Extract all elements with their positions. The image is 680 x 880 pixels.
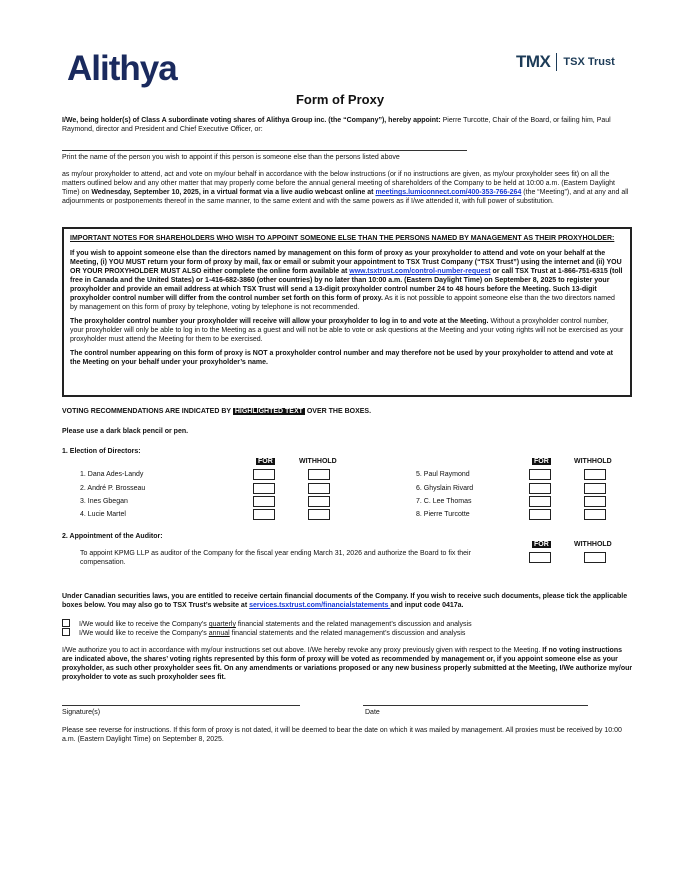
election-title: 1. Election of Directors:: [62, 448, 141, 455]
annual-option: [62, 628, 465, 638]
for-label: FOR: [258, 458, 273, 465]
logo-separator: [556, 53, 557, 71]
quarterly-text-underlined: quarterly: [208, 621, 236, 628]
annual-text-a: I/We would like to receive the Company’s: [79, 630, 209, 637]
withhold-checkbox-director-5[interactable]: [584, 469, 606, 480]
for-checkbox-director-4[interactable]: [253, 509, 275, 520]
date-field[interactable]: [363, 705, 588, 706]
auditor-title: 2. Appointment of the Auditor:: [62, 533, 163, 540]
annual-text-underlined: annual: [208, 630, 230, 637]
director-name: 3. Ines Gbegan: [80, 498, 128, 505]
control-number-request-link[interactable]: www.tsxtrust.com/control-number-request: [349, 268, 491, 275]
tmx-logo-word: TMX: [516, 52, 551, 71]
withhold-header-left: WITHHOLD: [299, 458, 337, 465]
for-header-right: [532, 458, 551, 465]
signature-field[interactable]: [62, 705, 300, 706]
withhold-checkbox-director-2[interactable]: [308, 483, 330, 494]
notice-paragraph-2: [70, 317, 624, 344]
highlighted-text-sample: HIGHLIGHTED TEXT: [234, 408, 303, 415]
financials-intro-bold: Under Canadian securities laws, you are entitled to receive certain financial documents of the Company. If you wish to receive such documents, please tick the applicable boxes below. You may also go to TSX Trust’s website at: [62, 593, 628, 609]
notice-p1-bold-a: If you wish to appoint someone else than the directors named by management on this form of proxy as your proxyholder to attend and vote on your behalf at the Meeting, (i) YOU MUST return your form of proxy by mail, fax or email or submit your appointment to TSX Trust Company (“TSX Trust”) using the internet and (ii) YOU OR YOUR PROXYHOLDER MUST ALSO either complete the online form available at: [70, 250, 622, 275]
for-label: FOR: [534, 541, 549, 548]
director-name: 7. C. Lee Thomas: [416, 498, 472, 505]
notice-p1-rest: As it is not possible to appoint someone else than the two directors named by management on this form of proxy by telephone, voting by telephone is not recommended.: [70, 295, 615, 311]
withhold-checkbox-auditor[interactable]: [584, 552, 606, 563]
meeting-webcast-link[interactable]: meetings.lumiconnect.com/400-353-766-264: [375, 189, 522, 196]
for-checkbox-director-2[interactable]: [253, 483, 275, 494]
annual-checkbox[interactable]: [62, 628, 70, 636]
authorization-paragraph: [62, 646, 634, 682]
withhold-checkbox-director-6[interactable]: [584, 483, 606, 494]
footer-instructions: Please see reverse for instructions. If this form of proxy is not dated, it will be deemed to bear the date on which it was mailed by management. All proxies must be received by 10:00 a.m. (Eastern Daylight Time) on September 8, 2025.: [62, 727, 622, 743]
withhold-checkbox-director-1[interactable]: [308, 469, 330, 480]
quarterly-text-b: financial statements and the related management’s discussion and analysis: [235, 621, 472, 628]
withhold-checkbox-director-8[interactable]: [584, 509, 606, 520]
notice-heading: IMPORTANT NOTES FOR SHAREHOLDERS WHO WISH TO APPOINT SOMEONE ELSE THAN THE PERSONS NAMED BY MANAGEMENT AS THEIR PROXYHOLDER:: [70, 235, 615, 242]
financial-statements-link[interactable]: services.tsxtrust.com/financialstatements: [249, 602, 391, 609]
for-checkbox-director-7[interactable]: [529, 496, 551, 507]
for-checkbox-director-8[interactable]: [529, 509, 551, 520]
voting-rec-b: OVER THE BOXES.: [304, 408, 372, 415]
auditor-resolution: To appoint KPMG LLP as auditor of the Company for the fiscal year ending March 31, 2026 and authorize the Board to fix their compensation.: [80, 550, 471, 566]
appointment-body-1: as my/our proxyholder to attend, act and vote on my/our behalf in accordance with the below instructions (or if no instructions are given, as my/our proxyholder sees fit) on all the matters outlined below and any other matter that may properly come before the annual general meeting of shareholders of the Company to be held at 10:00 a.m. (Eastern Daylight Time) on: [62, 171, 615, 196]
authorization-text-bold: If no voting instructions are indicated above, the shares’ voting rights represented by this form of proxy will be voted as recommended by management or, if you appoint someone else as your proxyholder, as such other proxyholder sees fit. On any amendments or variations proposed or any new business properly submitted at the Meeting, I/We authorize my/our proxyholder to vote as such proxyholder sees fit.: [62, 647, 633, 681]
proxyholder-name-field[interactable]: [62, 150, 467, 151]
for-checkbox-director-1[interactable]: [253, 469, 275, 480]
date-label: Date: [365, 709, 380, 716]
withhold-checkbox-director-4[interactable]: [308, 509, 330, 520]
notice-p2-bold: The proxyholder control number your proxyholder will receive will allow your proxyholder to log in to and vote at the Meeting.: [70, 318, 489, 325]
page-title: Form of Proxy: [295, 92, 385, 107]
authorization-text: I/We authorize you to act in accordance with my/our instructions set out above. I/We hereby revoke any proxy previously given with respect to the Meeting.: [62, 647, 543, 654]
withhold-checkbox-director-7[interactable]: [584, 496, 606, 507]
tsx-trust-text: TSX Trust: [563, 56, 615, 68]
annual-text-b: financial statements and the related management’s discussion and analysis: [229, 630, 466, 637]
for-header-auditor: [532, 541, 551, 548]
financials-intro-end: and input code 0417a.: [390, 602, 464, 609]
meeting-date: Wednesday, September 10, 2025, in a virtual format via a live audio webcast online at: [91, 189, 376, 196]
for-checkbox-director-6[interactable]: [529, 483, 551, 494]
voting-recommendations: [62, 407, 371, 416]
appointment-intro-rest: Pierre Turcotte, Chair of the Board, or failing him, Paul Raymond, director and President and Chief Executive Officer, or:: [62, 117, 611, 133]
for-header-left: [256, 458, 275, 465]
notice-p1-bold-b: or call TSX Trust at 1-866-751-6315 (toll free in Canada and the United States) or 1-416-682-3860 (other countries) by no later than 10:00 a.m. (Eastern Daylight Time) on September 8, 2025 to register your proxyholder and provide an email address at which TSX Trust will send a 13-digit proxyholder control number 24 to 48 hours before the Meeting. Such 13-digit proxyholder control number will differ from the control number set forth on this form of proxy.: [70, 268, 623, 302]
notice-p2-rest: Without a proxyholder control number, your proxyholder will only be able to log in to the Meeting as a guest and will not be able to vote or ask questions at the Meeting and your voting rights will not be exercised as your proxyholder must attend the Meeting for them to be exercised.: [70, 318, 624, 343]
notice-paragraph-3: The control number appearing on this form of proxy is NOT a proxyholder control number and may therefore not be used by your proxyholder to attend and vote at the Meeting on your behalf under your proxyholder’s name.: [70, 350, 613, 366]
print-name-label: Print the name of the person you wish to appoint if this person is someone else than the persons listed above: [62, 154, 400, 161]
director-name: 4. Lucie Martel: [80, 511, 126, 518]
for-checkbox-auditor[interactable]: [529, 552, 551, 563]
signature-label: Signature(s): [62, 709, 101, 716]
appointment-intro: [62, 116, 634, 134]
for-checkbox-director-3[interactable]: [253, 496, 275, 507]
pencil-instruction: Please use a dark black pencil or pen.: [62, 428, 189, 435]
withhold-header-right: WITHHOLD: [574, 458, 612, 465]
notice-paragraph-1: [70, 249, 624, 312]
financials-intro: [62, 592, 634, 610]
appointment-intro-bold: I/We, being holder(s) of Class A subordinate voting shares of Alithya Group inc. (the “Company”), hereby appoint:: [62, 117, 441, 124]
alithya-logo: Alithya: [67, 49, 177, 88]
director-name: 1. Dana Ades-Landy: [80, 471, 144, 478]
withhold-checkbox-director-3[interactable]: [308, 496, 330, 507]
director-name: 5. Paul Raymond: [416, 471, 470, 478]
tsx-trust-logo: [516, 52, 615, 72]
for-label: FOR: [534, 458, 549, 465]
director-name: 6. Ghyslain Rivard: [416, 485, 474, 492]
for-checkbox-director-5[interactable]: [529, 469, 551, 480]
director-name: 8. Pierre Turcotte: [416, 511, 470, 518]
appointment-body: [62, 170, 634, 206]
appointment-body-2: (the “Meeting”), and at any and all adjournments or postponements thereof in the same manner, to the same extent and with the same powers as if I/we attended it, with full power of substitution.: [62, 189, 629, 205]
director-name: 2. André P. Brosseau: [80, 485, 146, 492]
quarterly-checkbox[interactable]: [62, 619, 70, 627]
withhold-header-auditor: WITHHOLD: [574, 541, 612, 548]
voting-rec-a: VOTING RECOMMENDATIONS ARE INDICATED BY: [62, 408, 233, 415]
quarterly-text-a: I/We would like to receive the Company’s: [79, 621, 209, 628]
important-notes-box: [62, 227, 632, 397]
